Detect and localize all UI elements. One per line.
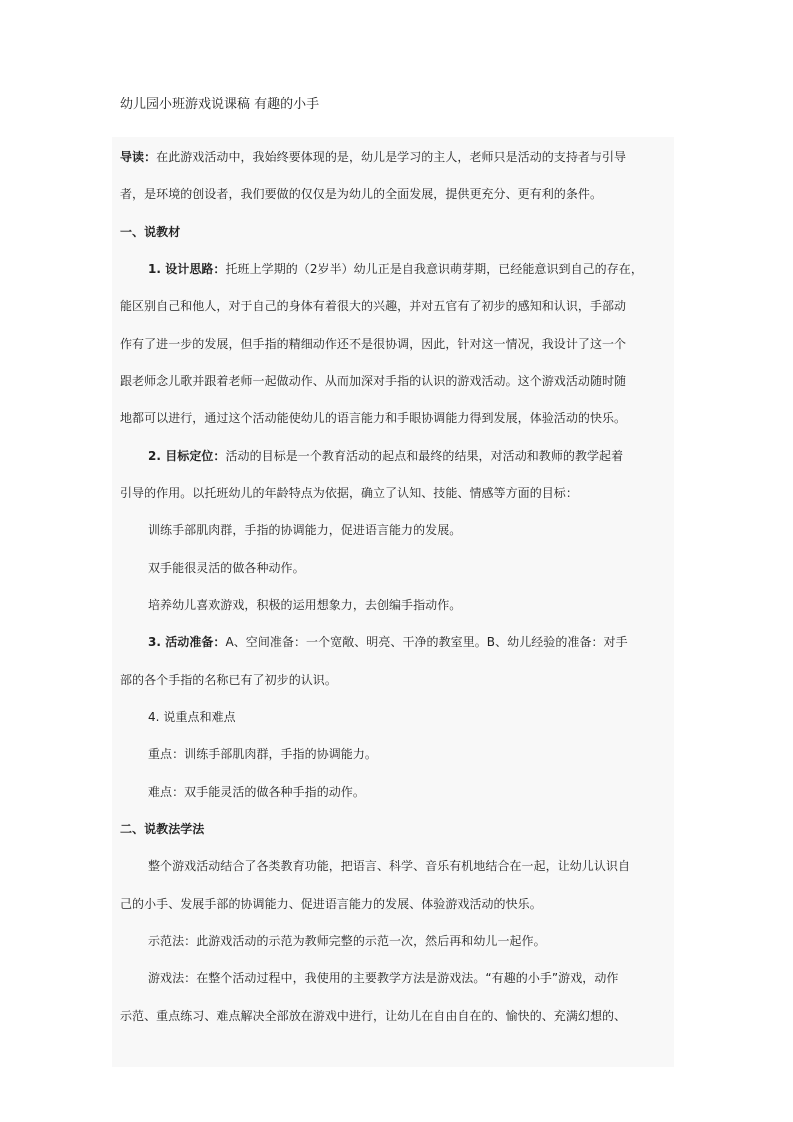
game-method-line-1: 游戏法：在整个活动过程中，我使用的主要教学方法是游戏法。“有趣的小手”游戏，动作	[148, 971, 619, 985]
goal-label: 2. 目标定位：	[148, 449, 226, 463]
design-line-5: 地都可以进行，通过这个活动能使幼儿的语言能力和手眼协调能力得到发展，体验活动的快乐。	[120, 411, 627, 425]
intro-line-2: 者，是环境的创设者，我们要做的仅仅是为幼儿的全面发展，提供更充分、更有利的条件。	[120, 187, 603, 201]
section-heading-2: 二、说教法学法	[120, 822, 205, 836]
intro-line-1	[120, 149, 676, 165]
demo-method: 示范法：此游戏活动的示范为教师完整的示范一次，然后再和幼儿一起作。	[148, 934, 546, 948]
goal-line-1	[148, 448, 676, 464]
method-line-1: 整个游戏活动结合了各类教育功能，把语言、科学、音乐有机地结合在一起，让幼儿认识自	[148, 859, 631, 873]
design-line-1	[148, 261, 676, 277]
game-method-line-2: 示范、重点练习、难点解决全部放在游戏中进行，让幼儿在自由自在的、愉快的、充满幻想的、	[120, 1009, 627, 1023]
design-label: 1. 设计思路：	[148, 262, 226, 276]
goal-item-1: 训练手部肌肉群，手指的协调能力，促进语言能力的发展。	[148, 523, 462, 537]
keys-heading: 4. 说重点和难点	[148, 710, 236, 724]
goal-item-2: 双手能很灵活的做各种动作。	[148, 561, 305, 575]
key-point: 重点：训练手部肌肉群，手指的协调能力。	[148, 747, 377, 761]
prep-text-1: A、空间准备：一个宽敞、明亮、干净的教室里。B、幼儿经验的准备：对手	[225, 635, 628, 649]
goal-text-1: 活动的目标是一个教育活动的起点和最终的结果，对活动和教师的教学起着	[225, 449, 624, 463]
intro-label: 导读：	[120, 150, 157, 164]
design-line-2: 能区别自己和他人，对于自己的身体有着很大的兴趣，并对五官有了初步的感知和认识，手部动	[120, 299, 627, 313]
prep-line-2: 部的各个手指的名称已有了初步的认识。	[120, 673, 337, 687]
prep-line-1	[148, 634, 676, 650]
prep-label: 3. 活动准备：	[148, 635, 226, 649]
intro-text-1: 在此游戏活动中，我始终要体现的是，幼儿是学习的主人，老师只是活动的支持者与引导	[156, 150, 627, 164]
design-line-3: 作有了进一步的发展，但手指的精细动作还不是很协调，因此，针对这一情况，我设计了这一个	[120, 337, 627, 351]
difficulty-point: 难点：双手能灵活的做各种手指的动作。	[148, 785, 365, 799]
section-heading-1: 一、说教材	[120, 225, 181, 239]
design-text-1: 托班上学期的（2岁半）幼儿正是自我意识萌芽期，已经能意识到自己的存在，	[225, 262, 643, 276]
document-title: 幼儿园小班游戏说课稿 有趣的小手	[120, 97, 320, 112]
goal-item-3: 培养幼儿喜欢游戏，积极的运用想象力，去创编手指动作。	[148, 598, 462, 612]
method-line-2: 己的小手、发展手部的协调能力、促进语言能力的发展、体验游戏活动的快乐。	[120, 897, 542, 911]
goal-line-2: 引导的作用。以托班幼儿的年龄特点为依据，确立了认知、技能、情感等方面的目标：	[120, 486, 578, 500]
design-line-4: 跟老师念儿歌并跟着老师一起做动作、从而加深对手指的认识的游戏活动。这个游戏活动随时随	[120, 374, 627, 388]
